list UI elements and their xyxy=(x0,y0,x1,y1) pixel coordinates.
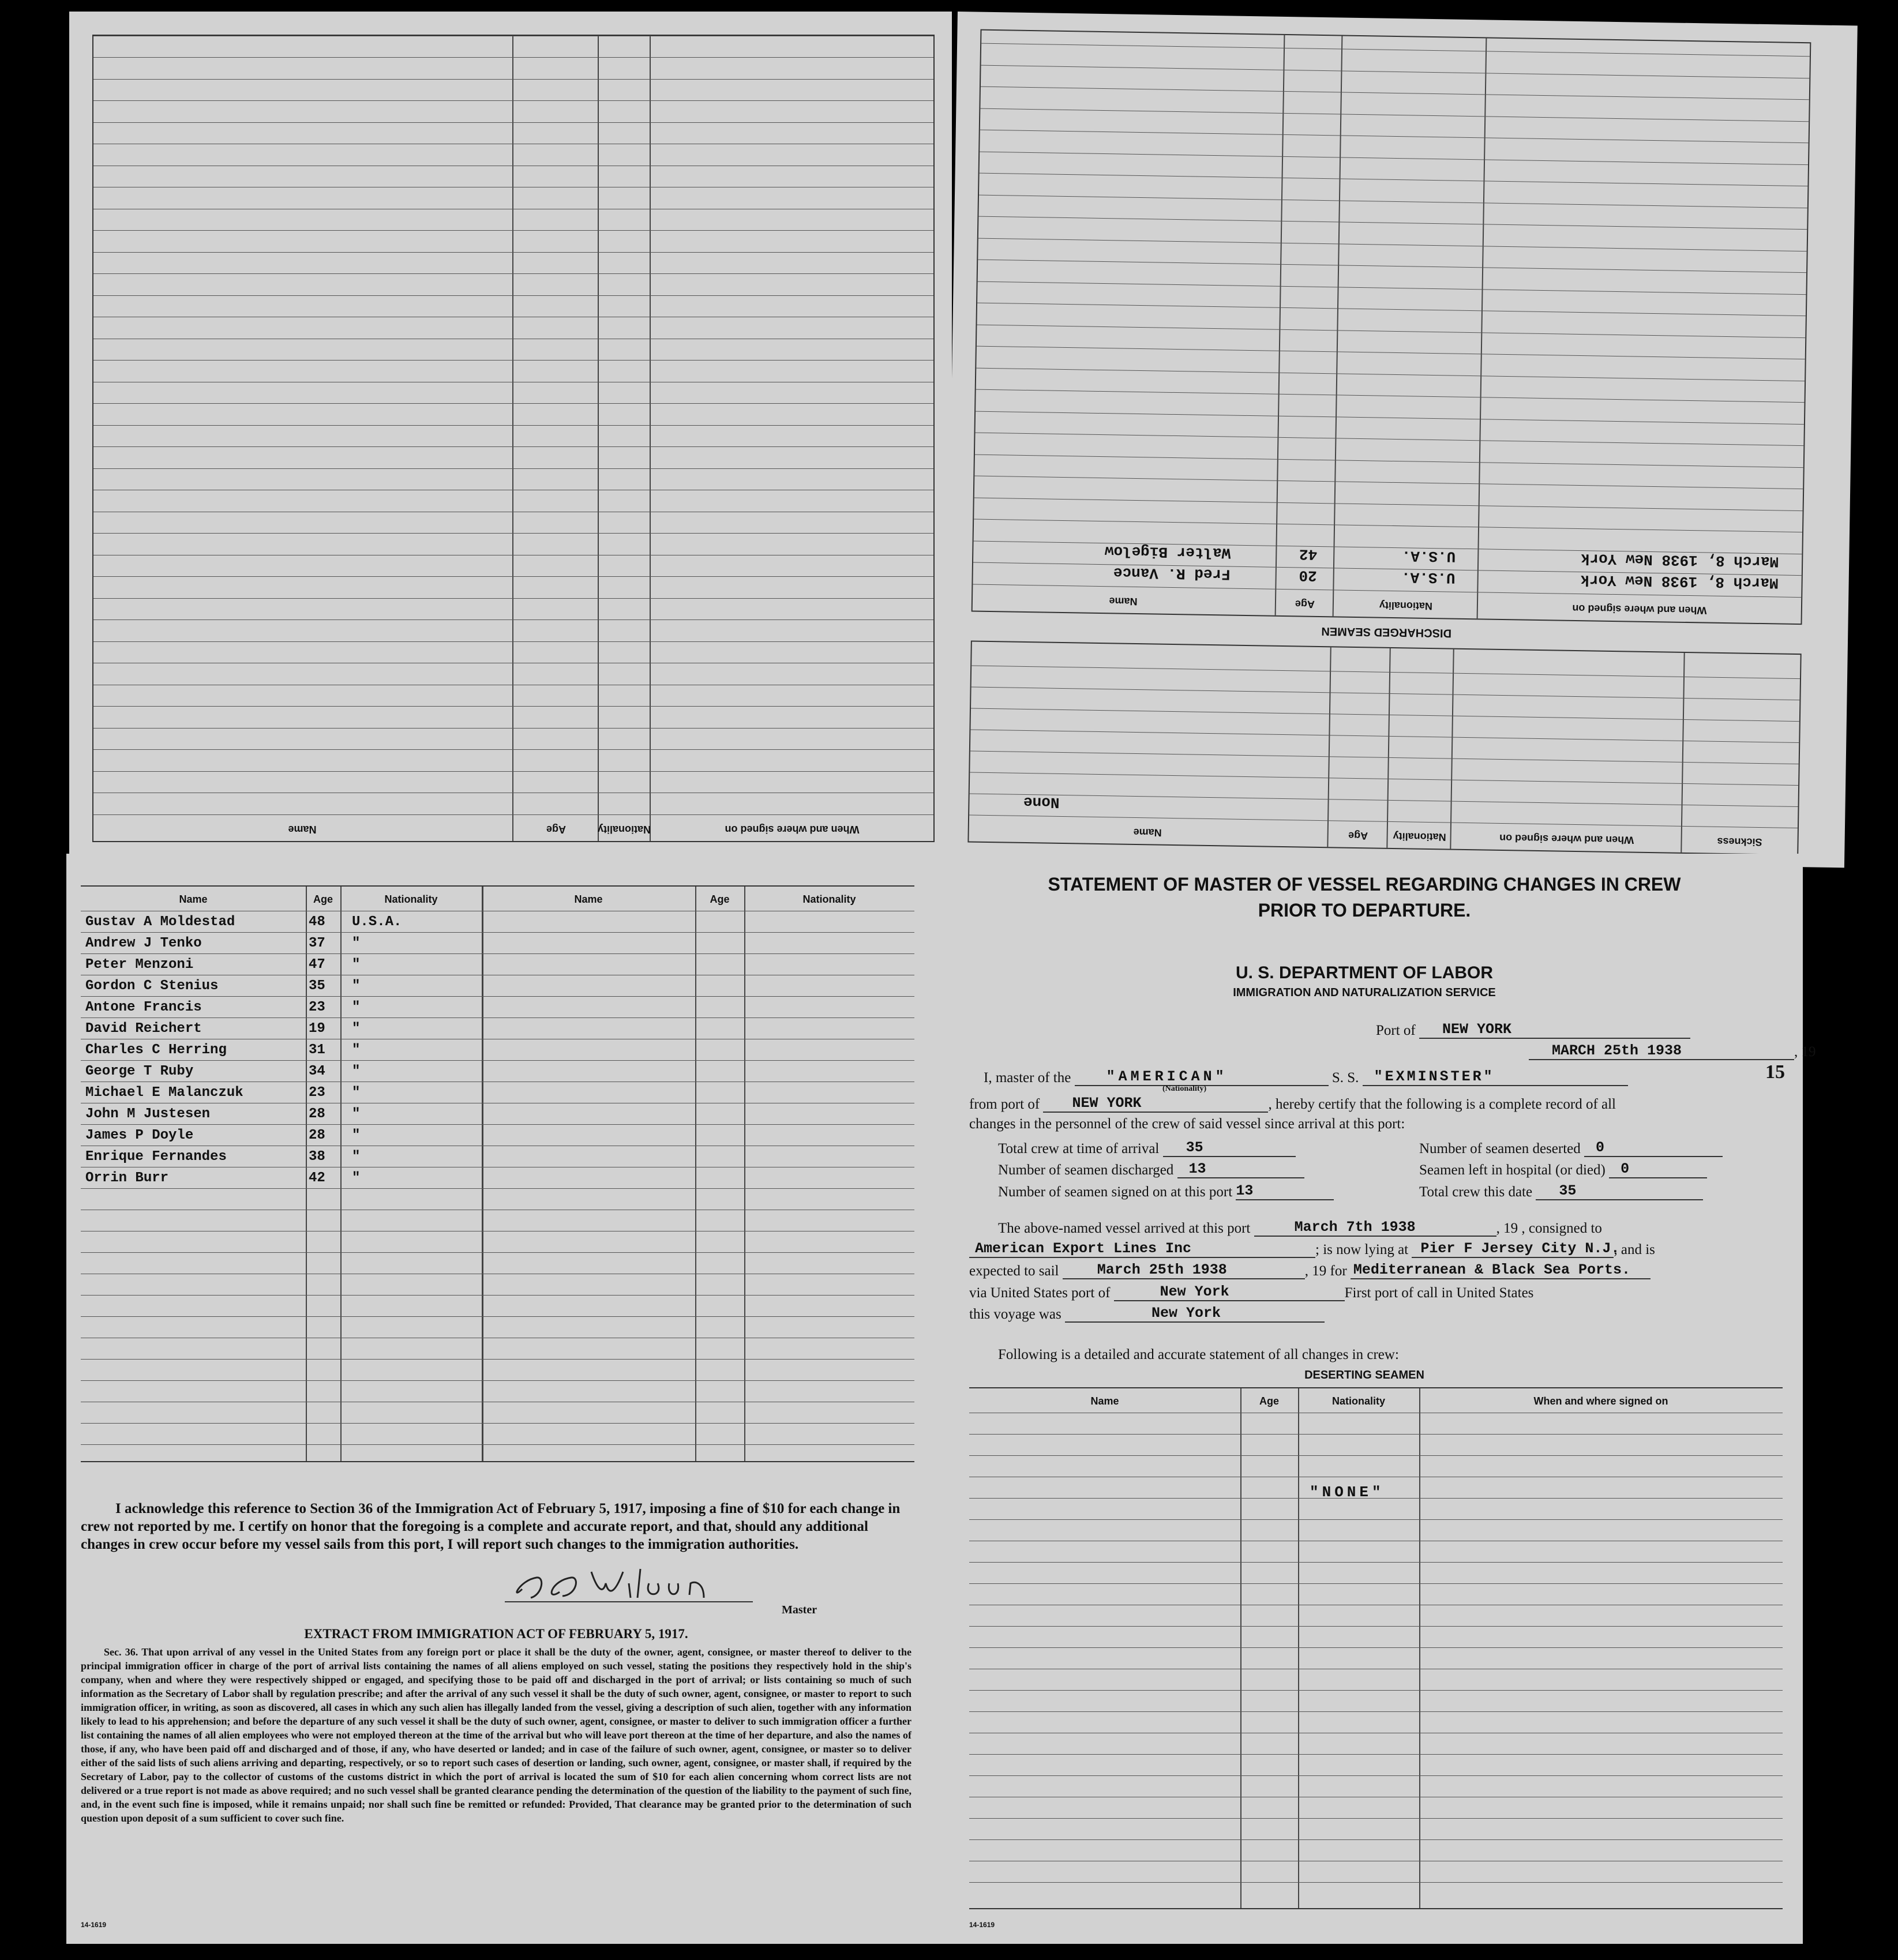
row-rule xyxy=(81,953,914,954)
via-line: via United States port of New York First port of call in United States xyxy=(969,1283,1534,1301)
signed-on-age: 31 xyxy=(309,1042,325,1058)
header-name: Name xyxy=(1090,1395,1119,1407)
voyage-line: this voyage was New York xyxy=(969,1305,1325,1323)
row-rule xyxy=(970,751,1799,765)
extract-text: Sec. 36. That upon arrival of any vessel in the United States from any foreign port or place it shall be the duty of the owner, agent, consignee, or master thereof to deliver to the principal immigration officer in charge of the port of arrival lists containing the names of all aliens employed on such vessel, stating the positions they respectively hold in the ship's company, when and where they were respectively shipped or engaged, and specifying those to be paid off and discharged in the port of arrival; or lists containing so much of such information as the Secretary of Labor shall by regulation prescribe; and after the arrival of any such vessel it shall be the duty of such owner, agent, consignee, or master to report to such immigration officer, in writing, as soon as discovered, all cases in which any such alien has illegally landed from the vessel, giving a description of such alien, together with any information likely to lead to his apprehension; and before the departure of any such vessel it shall be the duty of such owner, agent, consignee, or master to deliver to such immigration officer a further list containing the names of all alien employees who were not employed thereon at the time of the arrival but who will leave port thereon at the time of her departure, and also the names of those, if any, who have been paid off and discharged and of those, if any, who have deserted or landed; and in case of the failure of such owner, agent, consignee, or master so to deliver either of the said lists of such aliens arriving and departing, respectively, or so to report such cases of desertion or landing, such owner, agent, consignee, or master shall, if required by the Secretary of Labor, pay to the collector of customs of the customs district in which the port of arrival is located the sum of $10 for each alien concerning whom correct lists are not delivered or a true report is not made as above required; and no such vessel shall be granted clearance pending the determination of the question of the liability to the payment of such fine, and, in the event such fine is imposed, while it remains unpaid; nor shall such fine be remitted or refunded: Provided, That clearance may be granted prior to the determination of such question upon deposit of a sum sufficient to cover such fine. xyxy=(81,1646,912,1824)
deserting-table xyxy=(969,1387,1783,1909)
row-rule xyxy=(970,793,1798,807)
row-rule xyxy=(980,152,1808,166)
signed-on-nationality: " xyxy=(352,1170,361,1186)
port-of-line: Port of NEW YORK xyxy=(1376,1021,1690,1039)
signed-on-nationality: " xyxy=(352,1000,361,1015)
signed-on-age: 19 xyxy=(309,1021,325,1037)
row-rule xyxy=(81,996,914,997)
total-arrival-line: Total crew at time of arrival 35 xyxy=(998,1139,1296,1157)
row-rule xyxy=(93,620,933,621)
back-left-table xyxy=(92,35,935,842)
back-page-left xyxy=(69,12,952,854)
discharged-title: DISCHARGED SEAMEN xyxy=(1321,625,1452,640)
back-page-right xyxy=(944,12,1858,868)
voyage-value: New York xyxy=(1065,1305,1325,1323)
statement-title-2: PRIOR TO DEPARTURE. xyxy=(1258,900,1471,921)
row-rule xyxy=(981,87,1809,100)
row-rule xyxy=(976,368,1805,382)
row-rule xyxy=(93,101,933,102)
hospital-line: Seamen left in hospital (or died) 0 xyxy=(1419,1161,1707,1178)
row-rule xyxy=(93,295,933,296)
row-rule xyxy=(969,1583,1783,1584)
deserting-entry: "NONE" xyxy=(1310,1484,1385,1501)
row-rule xyxy=(93,490,933,491)
row-rule xyxy=(969,1562,1783,1563)
signed-on-name: James P Doyle xyxy=(85,1128,194,1143)
header-when-where: When and where signed on xyxy=(1499,832,1634,846)
discharged-age: 42 xyxy=(1299,545,1318,563)
row-rule xyxy=(93,771,933,772)
row-rule xyxy=(980,108,1809,122)
signed-on-nationality: U.S.A. xyxy=(352,914,402,930)
header-nationality: Nationality xyxy=(1393,831,1446,843)
row-rule xyxy=(81,1188,914,1189)
row-rule xyxy=(981,65,1810,79)
inverted-page-wrapper xyxy=(944,12,1858,868)
header-name-2: Name xyxy=(574,893,603,905)
signed-on-nationality: " xyxy=(352,1149,361,1165)
row-rule xyxy=(975,455,1803,468)
row-rule xyxy=(978,281,1806,295)
department: U. S. DEPARTMENT OF LABOR xyxy=(1235,963,1494,982)
signed-on-name: Orrin Burr xyxy=(85,1170,169,1186)
row-rule xyxy=(93,317,933,318)
margin-mark: 15 xyxy=(1765,1061,1785,1083)
ship-value: "EXMINSTER" xyxy=(1363,1068,1628,1086)
changes-line: changes in the personnel of the crew of said vessel since arrival at this port: xyxy=(969,1116,1405,1132)
deserted-value: 0 xyxy=(1584,1139,1723,1157)
row-rule xyxy=(93,663,933,664)
discharged-nationality: U.S.A. xyxy=(1401,568,1456,587)
row-rule xyxy=(974,519,1802,533)
row-rule xyxy=(980,173,1808,187)
row-rule xyxy=(974,476,1803,490)
discharged-name: Fred R. Vance xyxy=(1113,564,1231,583)
row-rule xyxy=(971,687,1800,701)
row-rule xyxy=(81,1380,914,1381)
row-rule xyxy=(974,498,1803,512)
master-signature xyxy=(505,1566,753,1606)
row-rule xyxy=(81,1017,914,1018)
signed-on-nationality: " xyxy=(352,936,361,951)
date-line: MARCH 25th 1938 , 19 xyxy=(1529,1042,1816,1060)
signed-on-age: 28 xyxy=(309,1128,325,1143)
acknowledgement-text: I acknowledge this reference to Section 36 of the Immigration Act of February 5, 1917, imposing a fine of $10 for each change in crew not reported by me. I certify on honor that the foregoing is a complete and accurate report, and that, should any additional changes in crew occur before my vessel sails from this port, I will report such changes to the immigration authorities. xyxy=(81,1501,901,1552)
row-rule xyxy=(969,1754,1783,1755)
row-rule xyxy=(969,1519,1783,1520)
header-age: Age xyxy=(313,893,333,905)
row-rule xyxy=(93,793,933,794)
row-rule xyxy=(978,216,1807,230)
row-rule xyxy=(969,1882,1783,1883)
row-rule xyxy=(93,425,933,426)
signed-on-name: Andrew J Tenko xyxy=(85,936,202,951)
row-rule xyxy=(81,932,914,933)
signed-on-age: 28 xyxy=(309,1106,325,1122)
service: IMMIGRATION AND NATURALIZATION SERVICE xyxy=(1233,986,1496,999)
row-rule xyxy=(979,195,1807,209)
row-rule xyxy=(93,144,933,145)
row-rule xyxy=(978,260,1806,273)
discharged-table xyxy=(971,29,1811,625)
form-number-right: 14-1619 xyxy=(969,1921,995,1929)
header-name: Name xyxy=(288,824,317,835)
signed-on-name: George T Ruby xyxy=(85,1064,194,1079)
signed-on-nationality: " xyxy=(352,1021,361,1037)
signed-on-age: 23 xyxy=(309,1000,325,1015)
row-rule xyxy=(969,1498,1783,1499)
deserted-line: Number of seamen deserted 0 xyxy=(1419,1139,1723,1157)
total-date-value: 35 xyxy=(1536,1182,1703,1200)
discharged-name: Walter Bigelow xyxy=(1104,542,1231,562)
row-rule xyxy=(970,772,1798,786)
signed-on-name: Antone Francis xyxy=(85,1000,202,1015)
statement-page xyxy=(926,854,1816,1944)
row-rule xyxy=(971,666,1800,679)
signed-on-name: Michael E Malanczuk xyxy=(85,1085,243,1101)
header-when-where: When and where signed on xyxy=(1533,1395,1668,1407)
consignee-value: American Export Lines Inc xyxy=(969,1240,1315,1258)
row-rule xyxy=(977,346,1805,360)
signed-on-age: 37 xyxy=(309,936,325,951)
signed-on-name: Gustav A Moldestad xyxy=(85,914,235,930)
extract-title: EXTRACT FROM IMMIGRATION ACT OF FEBRUARY 5, 1917. xyxy=(304,1627,688,1641)
row-rule xyxy=(81,1124,914,1125)
nationality-caption: (Nationality) xyxy=(1162,1084,1207,1093)
deserting-title: DESERTING SEAMEN xyxy=(1304,1369,1424,1381)
row-rule xyxy=(977,325,1805,339)
row-rule xyxy=(969,1839,1783,1840)
total-arrival-value: 35 xyxy=(1163,1139,1296,1157)
row-rule xyxy=(971,708,1799,722)
date-value: MARCH 25th 1938 xyxy=(1529,1042,1794,1060)
discharged-line: Number of seamen discharged 13 xyxy=(998,1161,1304,1178)
inverted-table-wrapper xyxy=(69,12,952,854)
discharged-when-where: March 8, 1938 New York xyxy=(1580,571,1779,592)
row-rule xyxy=(969,1647,1783,1648)
master-of-line: I, master of the "AMERICAN" S. S. "EXMINSTER" xyxy=(984,1068,1628,1086)
signed-on-page xyxy=(66,854,926,1944)
port-value: NEW YORK xyxy=(1419,1021,1690,1039)
header-nationality: Nationality xyxy=(384,893,438,905)
row-rule xyxy=(93,468,933,469)
signed-on-age: 48 xyxy=(309,914,325,930)
discharged-when-where: March 8, 1938 New York xyxy=(1580,550,1779,570)
header-age: Age xyxy=(1295,598,1315,610)
via-value: New York xyxy=(1114,1283,1345,1301)
signed-on-value: 13 xyxy=(1236,1182,1334,1200)
header-nationality: Nationality xyxy=(1331,1395,1385,1407)
sickness-entry: None xyxy=(1023,793,1060,811)
row-rule xyxy=(81,1359,914,1360)
from-port-line: from port of NEW YORK , hereby certify that the following is a complete record of all xyxy=(969,1095,1616,1112)
statement-title-1: STATEMENT OF MASTER OF VESSEL REGARDING CHANGES IN CREW xyxy=(1048,874,1681,895)
row-rule xyxy=(980,130,1809,144)
signed-on-line: Number of seamen signed on at this port 13 xyxy=(998,1182,1334,1200)
row-rule xyxy=(81,1444,914,1445)
row-rule xyxy=(969,1434,1783,1435)
header-nationality: Nationality xyxy=(1379,599,1433,613)
signed-on-name: Charles C Herring xyxy=(85,1042,227,1058)
row-rule xyxy=(93,187,933,188)
signed-on-age: 47 xyxy=(309,957,325,973)
discharged-value: 13 xyxy=(1177,1161,1304,1178)
header-name: Name xyxy=(1109,595,1138,608)
header-name: Name xyxy=(179,893,208,905)
lying-value: Pier F Jersey City N.J. xyxy=(1412,1240,1614,1258)
row-rule xyxy=(81,1252,914,1253)
header-when-where: When and where signed on xyxy=(725,824,860,835)
header-when-where: When and where signed on xyxy=(1572,602,1707,617)
row-rule xyxy=(93,447,933,448)
header-name: Name xyxy=(1133,826,1162,839)
following-text: Following is a detailed and accurate statement of all changes in crew: xyxy=(998,1347,1399,1362)
consignee-line: American Export Lines Inc ; is now lying at Pier F Jersey City N.J., and is xyxy=(969,1240,1655,1258)
from-port-value: NEW YORK xyxy=(1043,1095,1268,1113)
row-rule xyxy=(978,238,1807,252)
destination-value: Mediterranean & Black Sea Ports. xyxy=(1351,1261,1651,1279)
signed-on-name: Enrique Fernandes xyxy=(85,1149,227,1165)
nationality-value: "AMERICAN" xyxy=(1075,1068,1329,1086)
row-rule xyxy=(93,728,933,729)
signed-on-age: 35 xyxy=(309,978,325,994)
discharged-age: 20 xyxy=(1299,566,1317,584)
signed-on-age: 34 xyxy=(309,1064,325,1079)
arrived-line: The above-named vessel arrived at this port March 7th 1938 , 19 , consigned to xyxy=(998,1219,1602,1236)
signed-on-nationality: " xyxy=(352,1128,361,1143)
row-rule xyxy=(81,1423,914,1424)
form-number-left: 14-1619 xyxy=(81,1921,107,1929)
signed-on-name: Gordon C Stenius xyxy=(85,978,219,994)
row-rule xyxy=(969,1626,1783,1627)
header-sickness: Sickness xyxy=(1717,835,1762,848)
signed-on-nationality: " xyxy=(352,957,361,973)
row-rule xyxy=(970,730,1799,744)
row-rule xyxy=(969,1455,1783,1456)
signed-on-nationality: " xyxy=(352,1106,361,1122)
arrived-value: March 7th 1938 xyxy=(1254,1219,1496,1237)
row-rule xyxy=(969,1818,1783,1819)
row-rule xyxy=(93,598,933,599)
header-age-2: Age xyxy=(710,893,730,905)
signed-on-table xyxy=(81,885,914,1462)
header-age: Age xyxy=(1259,1395,1279,1407)
total-date-line: Total crew this date 35 xyxy=(1419,1182,1703,1200)
row-rule xyxy=(93,79,933,80)
header-age: Age xyxy=(546,824,567,835)
signed-on-nationality: " xyxy=(352,1085,361,1101)
row-rule xyxy=(976,389,1805,403)
header-nationality-2: Nationality xyxy=(802,893,856,905)
signed-on-nationality: " xyxy=(352,1064,361,1079)
expected-value: March 25th 1938 xyxy=(1063,1261,1305,1279)
discharged-nationality: U.S.A. xyxy=(1401,547,1456,565)
signed-on-age: 38 xyxy=(309,1149,325,1165)
hospital-value: 0 xyxy=(1609,1161,1707,1178)
row-rule xyxy=(93,252,933,253)
row-rule xyxy=(93,641,933,642)
signed-on-name: John M Justesen xyxy=(85,1106,211,1122)
row-rule xyxy=(81,1295,914,1296)
header-nationality: Nationality xyxy=(597,824,651,835)
row-rule xyxy=(976,411,1804,425)
signed-on-age: 23 xyxy=(309,1085,325,1101)
row-rule xyxy=(93,122,933,123)
row-rule xyxy=(981,43,1810,57)
row-rule xyxy=(969,1711,1783,1712)
row-rule xyxy=(81,1060,914,1061)
signed-on-name: David Reichert xyxy=(85,1021,202,1037)
signed-on-nationality: " xyxy=(352,978,361,994)
signed-on-nationality: " xyxy=(352,1042,361,1058)
signed-on-age: 42 xyxy=(309,1170,325,1186)
signed-on-name: Peter Menzoni xyxy=(85,957,194,973)
row-rule xyxy=(93,274,933,275)
row-rule xyxy=(969,1690,1783,1691)
row-rule xyxy=(977,303,1806,317)
master-label: Master xyxy=(782,1604,817,1616)
expected-line: expected to sail March 25th 1938 , 19 for Mediterranean & Black Sea Ports. xyxy=(969,1261,1651,1279)
row-rule xyxy=(81,1316,914,1317)
sickness-table xyxy=(967,640,1801,855)
row-rule xyxy=(974,541,1802,555)
row-rule xyxy=(976,433,1804,446)
row-rule xyxy=(969,1775,1783,1776)
row-rule xyxy=(93,814,933,815)
header-age: Age xyxy=(1348,829,1368,842)
